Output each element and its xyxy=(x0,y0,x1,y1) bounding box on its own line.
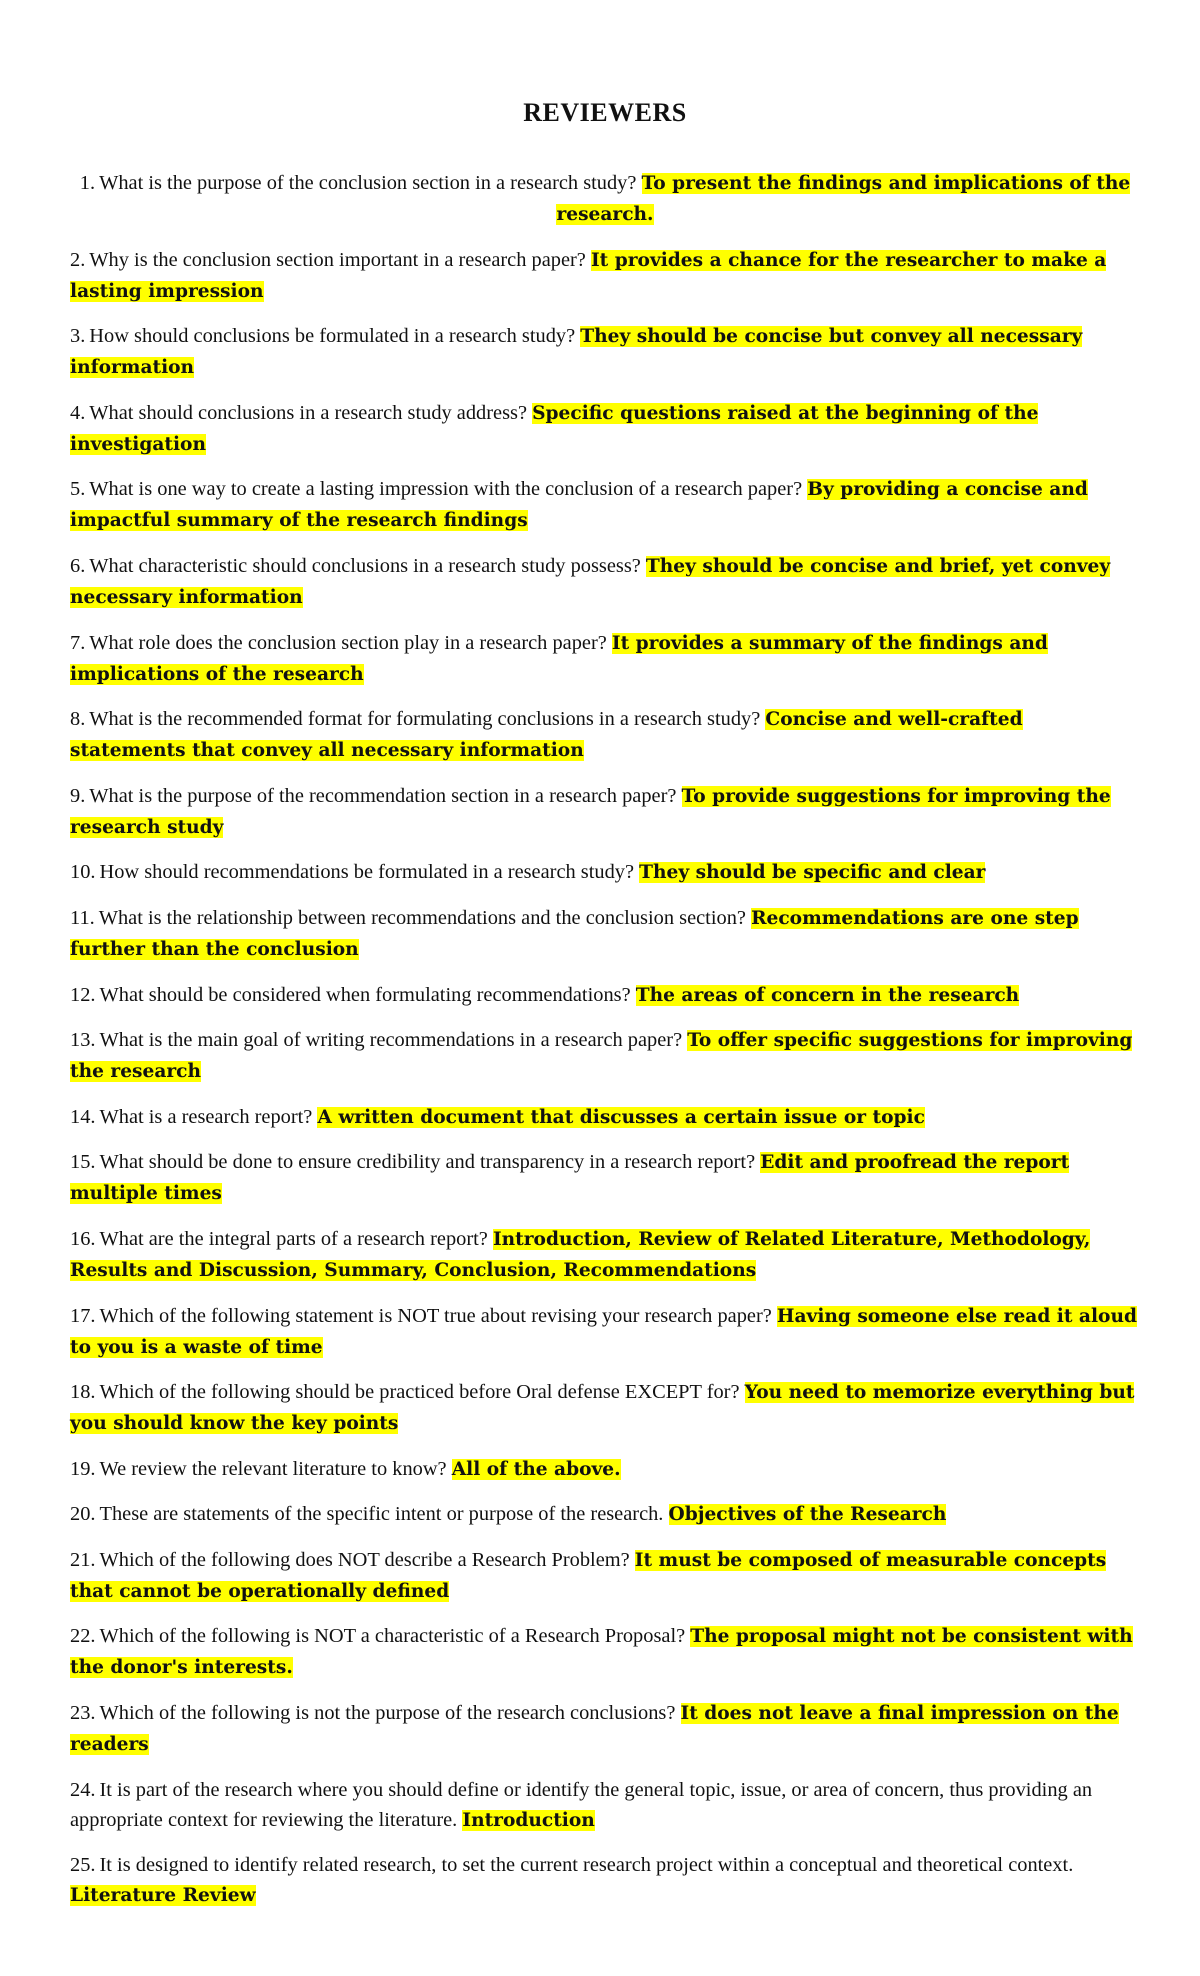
item-number: 20. xyxy=(70,1503,96,1526)
answer-highlight: Recommendations are one step further than the conclusion xyxy=(70,907,1079,960)
question-text: What is the relationship between recommendations and the conclusion section? xyxy=(98,906,746,929)
item-number: 3. xyxy=(70,325,86,348)
item-number: 10. xyxy=(70,861,96,884)
question-text: Which of the following statement is NOT true about revising your research paper? xyxy=(99,1304,772,1327)
list-item xyxy=(70,628,1140,690)
question-text: Which of the following is NOT a characteristic of a Research Proposal? xyxy=(99,1625,686,1648)
question-text: Which of the following does NOT describe a Research Problem? xyxy=(99,1548,630,1571)
answer-highlight: It provides a summary of the findings and implications of the research xyxy=(70,632,1048,685)
list-item xyxy=(70,1775,1140,1836)
item-number: 17. xyxy=(70,1304,96,1327)
document-page xyxy=(70,98,1140,1926)
item-number: 15. xyxy=(70,1151,96,1174)
list-item xyxy=(70,245,1140,307)
question-text: How should conclusions be formulated in a research study? xyxy=(89,325,576,348)
item-number: 14. xyxy=(70,1105,96,1128)
question-text: What is the main goal of writing recommendations in a research paper? xyxy=(99,1029,683,1052)
item-number: 5. xyxy=(70,478,86,501)
answer-highlight: Introduction xyxy=(462,1809,595,1831)
list-item xyxy=(70,1301,1140,1363)
list-item xyxy=(70,1850,1140,1911)
question-text: We review the relevant literature to know? xyxy=(99,1457,447,1480)
item-number: 13. xyxy=(70,1029,96,1052)
list-item xyxy=(70,1147,1140,1209)
answer-highlight: Edit and proofread the report multiple times xyxy=(70,1152,1070,1205)
answer-highlight: Concise and well-crafted statements that convey all necessary information xyxy=(70,709,1023,762)
item-number: 24. xyxy=(70,1778,96,1801)
question-text: What is the recommended format for formulating conclusions in a research study? xyxy=(89,708,761,731)
answer-highlight: You need to memorize everything but you should know the key points xyxy=(70,1382,1135,1435)
answer-highlight: They should be concise and brief, yet convey necessary information xyxy=(70,555,1111,608)
question-text: What should conclusions in a research study address? xyxy=(89,401,528,424)
list-item xyxy=(70,1224,1140,1286)
list-item xyxy=(70,1025,1140,1087)
list-item xyxy=(70,704,1140,766)
list-item xyxy=(70,1454,1140,1485)
answer-highlight: Specific questions raised at the beginning of the investigation xyxy=(70,402,1039,455)
answer-highlight: A written document that discusses a certain issue or topic xyxy=(317,1106,925,1128)
list-item xyxy=(70,857,1140,888)
answer-highlight: Introduction, Review of Related Literature, Methodology, Results and Discussion, Summary, Conclusion, Recommendations xyxy=(70,1228,1091,1281)
question-text: What should be considered when formulating recommendations? xyxy=(99,983,631,1006)
question-text: How should recommendations be formulated in a research study? xyxy=(99,861,635,884)
question-text: What is a research report? xyxy=(99,1105,313,1128)
list-item xyxy=(70,903,1140,965)
list-item xyxy=(70,1377,1140,1439)
question-text: Which of the following should be practiced before Oral defense EXCEPT for? xyxy=(99,1381,740,1404)
answer-highlight: Objectives of the Research xyxy=(668,1504,947,1526)
answer-highlight: The areas of concern in the research xyxy=(635,984,1020,1006)
question-text: What is the purpose of the recommendation section in a research paper? xyxy=(89,784,677,807)
item-number: 19. xyxy=(70,1457,96,1480)
list-item xyxy=(70,781,1140,843)
list-item xyxy=(70,321,1140,383)
item-number: 21. xyxy=(70,1548,96,1571)
item-number: 4. xyxy=(70,401,86,424)
question-text: What characteristic should conclusions in a research study possess? xyxy=(89,554,641,577)
list-item xyxy=(70,474,1140,536)
question-text: It is part of the research where you should define or identify the general topic, issue, or area of concern, thus providing an appropriate context for reviewing the literature. xyxy=(70,1778,1093,1831)
list-item xyxy=(70,1698,1140,1760)
question-text: What are the integral parts of a research report? xyxy=(99,1227,488,1250)
question-text: What should be done to ensure credibility and transparency in a research report? xyxy=(99,1151,756,1174)
item-number: 6. xyxy=(70,554,86,577)
item-number: 12. xyxy=(70,983,96,1006)
list-item xyxy=(70,1621,1140,1683)
answer-highlight: They should be specific and clear xyxy=(639,862,986,884)
question-text: It is designed to identify related research, to set the current research project within a conceptual and theoretical context. xyxy=(99,1854,1074,1877)
item-number: 25. xyxy=(70,1854,96,1877)
document-title: REVIEWERS xyxy=(523,98,687,127)
item-number: 16. xyxy=(70,1227,96,1250)
item-number: 2. xyxy=(70,248,86,271)
item-number: 7. xyxy=(70,631,86,654)
list-item xyxy=(70,398,1140,460)
item-number: 8. xyxy=(70,708,86,731)
answer-highlight: By providing a concise and impactful summary of the research findings xyxy=(70,479,1088,532)
list-item xyxy=(70,980,1140,1011)
list-item xyxy=(70,1499,1140,1530)
item-number: 18. xyxy=(70,1381,96,1404)
question-text: What is the purpose of the conclusion section in a research study? xyxy=(99,172,637,194)
list-item xyxy=(70,551,1140,613)
answer-highlight: It does not leave a final impression on the readers xyxy=(70,1703,1119,1756)
item-number: 22. xyxy=(70,1625,96,1648)
answer-highlight: It provides a chance for the researcher to make a lasting impression xyxy=(70,249,1107,302)
answer-highlight: To offer specific suggestions for improving the research xyxy=(70,1030,1133,1083)
question-text: Why is the conclusion section important in a research paper? xyxy=(89,248,586,271)
answer-highlight: The proposal might not be consistent with the donor's interests. xyxy=(70,1626,1133,1679)
item-number: 11. xyxy=(70,906,95,929)
answer-highlight: To present the findings and implications of the research. xyxy=(556,173,1131,225)
answer-highlight: All of the above. xyxy=(451,1458,621,1480)
list-item xyxy=(70,1102,1140,1133)
item-number: 1. xyxy=(79,172,96,194)
answer-highlight: It must be composed of measurable concepts that cannot be operationally defined xyxy=(70,1549,1107,1602)
question-text: What is one way to create a lasting impression with the conclusion of a research paper? xyxy=(89,478,803,501)
answer-highlight: Having someone else read it aloud to you is a waste of time xyxy=(70,1305,1137,1358)
question-list xyxy=(70,168,1140,1911)
list-item xyxy=(70,1545,1140,1607)
question-text: Which of the following is not the purpose of the research conclusions? xyxy=(99,1702,676,1725)
item-number: 9. xyxy=(70,784,86,807)
answer-highlight: Literature Review xyxy=(70,1885,256,1907)
answer-highlight: They should be concise but convey all necessary information xyxy=(70,326,1083,379)
list-item xyxy=(70,168,1140,230)
question-text: These are statements of the specific intent or purpose of the research. xyxy=(99,1503,664,1526)
question-text: What role does the conclusion section play in a research paper? xyxy=(89,631,607,654)
answer-highlight: To provide suggestions for improving the research study xyxy=(70,785,1111,838)
item-number: 23. xyxy=(70,1702,96,1725)
